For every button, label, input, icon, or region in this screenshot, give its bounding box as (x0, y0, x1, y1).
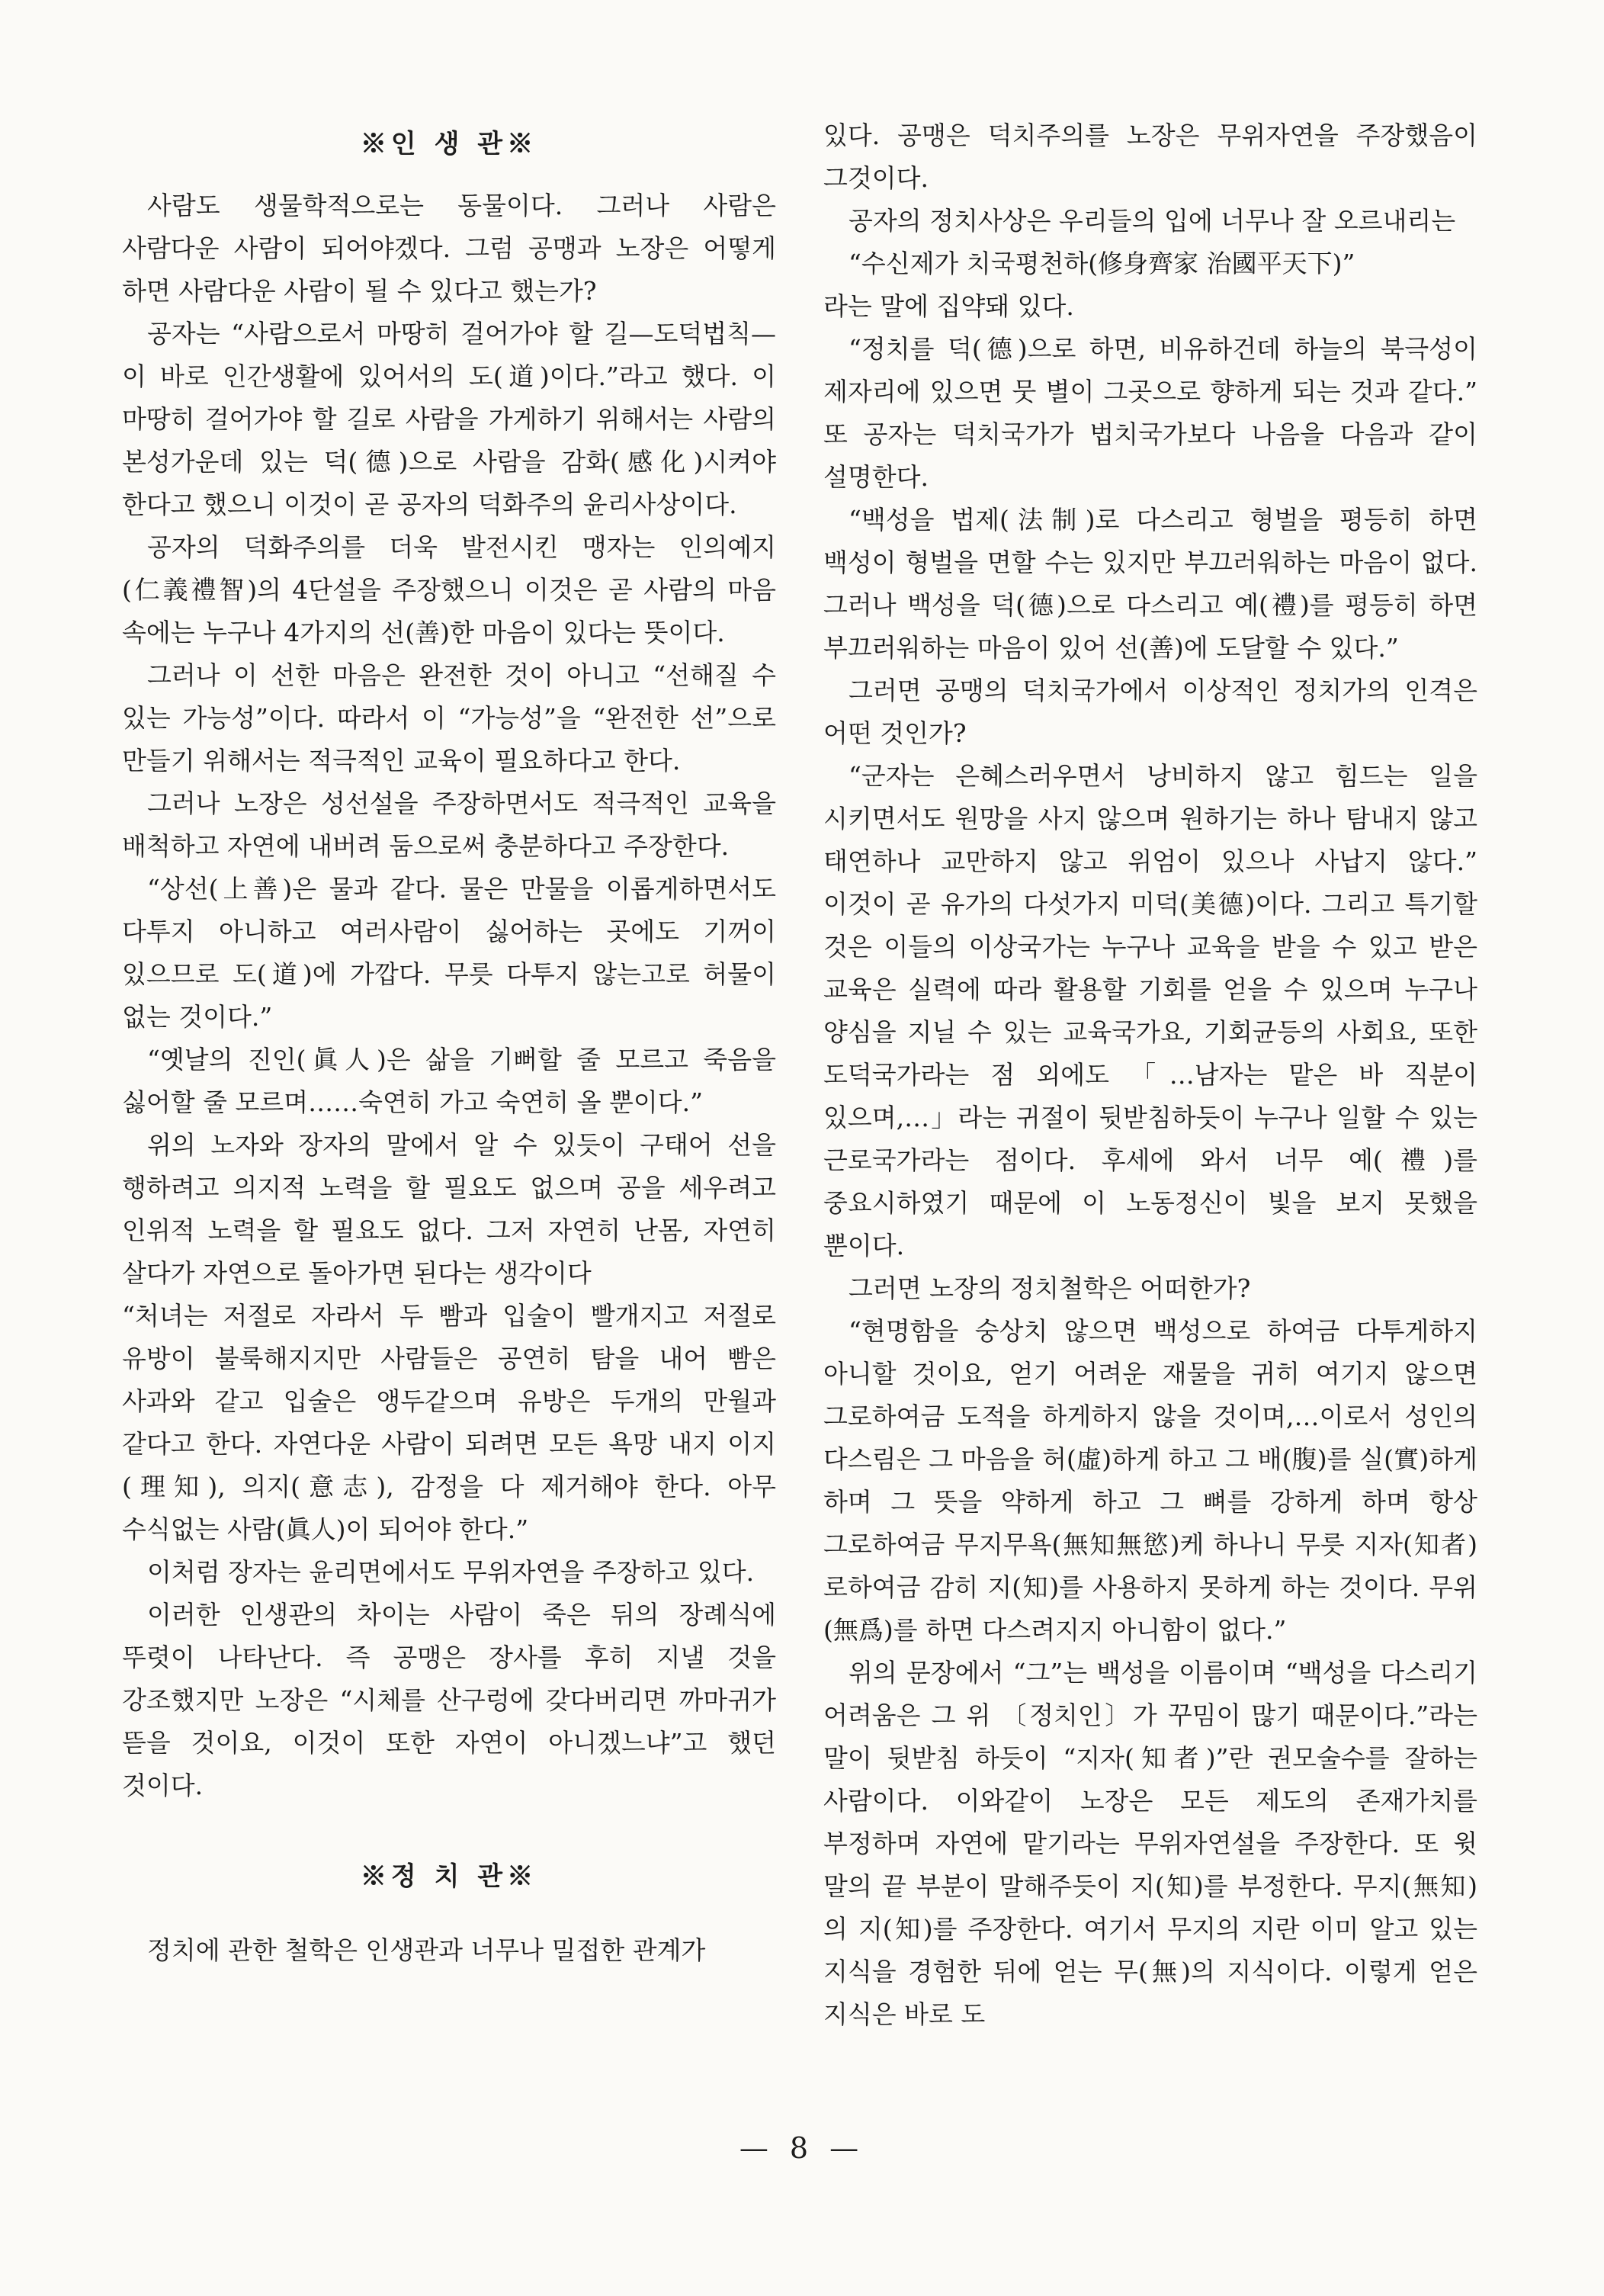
paragraph: 정치에 관한 철학은 인생관과 너무나 밀접한 관계가 (147, 1935, 706, 1965)
paragraph: 그러면 공맹의 덕치국가에서 이상적인 정치가의 인격은 어떤 것인가? (823, 676, 1477, 748)
page-number: — 8 — (739, 2131, 865, 2165)
paragraph: 공자의 정치사상은 우리들의 입에 너무나 잘 오르내리는 (849, 206, 1456, 236)
paragraph: 위의 문장에서 “그”는 백성을 이름이며 “백성을 다스리기 어려움은 그 위 〔정치인〕가 꾸밈이 많기 때문이다.”라는 말이 뒷받침 하듯이 “지자(知者)”란 권모술수를 잘하는 사람이다. 이와같이 노장은 모든 제도의 존재가치를 부정하며 자연에 맡기라는 무위자연설을 주장한다. 또 윗 말의 끝 부분이 말해주듯이 지(知)를 부정한다. 무지(無知)의 지(知)를 주장한다. 여기서 무지의 지란 이미 알고 있는 지식을 경험한 뒤에 얻는 무(無)의 지식이다. 이렇게 얻은 지식은 바로 도 (823, 1658, 1477, 2029)
quote-line: “수신제가 치국평천하(修身齊家 治國平天下)” (849, 249, 1355, 278)
quote-paragraph: “군자는 은혜스러우면서 낭비하지 않고 힘드는 일을 시키면서도 원망을 사지 않으며 원하기는 하나 탐내지 않고 태연하나 교만하지 않고 위엄이 있으나 사납지 않다.” 이것이 곧 유가의 다섯가지 미덕(美德)이다. 그리고 특기할 것은 이들의 이상국가는 누구나 교육을 받을 수 있고 받은 교육은 실력에 따라 활용할 기회를 얻을 수 있으며 누구나 양심을 지닐 수 있는 교육국가요, 기회균등의 사회요, 또한 도덕국가라는 점 외에도 「…남자는 맡은 바 직분이 있으며,…」라는 귀절이 뒷받침하듯이 누구나 일할 수 있는 근로국가라는 점이다. 후세에 와서 너무 예(禮)를 중요시하였기 때문에 이 노동정신이 빛을 보지 못했을 뿐이다. (823, 761, 1477, 1260)
quote-paragraph: “상선(上善)은 물과 같다. 물은 만물을 이롭게하면서도 다투지 아니하고 여러사람이 싫어하는 곳에도 기꺼이 있으므로 도(道)에 가깝다. 무릇 다투지 않는고로 허물이 없는 것이다.” (122, 874, 776, 1032)
quote-paragraph: “백성을 법제(法制)로 다스리고 형벌을 평등히 하면 백성이 형벌을 면할 수는 있지만 부끄러워하는 마음이 없다. 그러나 백성을 덕(德)으로 다스리고 예(禮)를 평등히 하면 부끄러워하는 마음이 있어 선(善)에 도달할 수 있다.” (823, 505, 1477, 663)
paragraph: 라는 말에 집약돼 있다. (823, 291, 1074, 321)
paragraph: 그러나 노장은 성선설을 주장하면서도 적극적인 교육을 배척하고 자연에 내버려 둠으로써 충분하다고 주장한다. (122, 788, 776, 861)
paragraph: 위의 노자와 장자의 말에서 알 수 있듯이 구태어 선을 행하려고 의지적 노력을 할 필요도 없으며 공을 세우려고 인위적 노력을 할 필요도 없다. 그저 자연히 난몸, 자연히 살다가 자연으로 돌아가면 된다는 생각이다 (122, 1130, 776, 1288)
paragraph: 이처럼 장자는 윤리면에서도 무위자연을 주장하고 있다. (147, 1557, 755, 1587)
paragraph: 그러나 이 선한 마음은 완전한 것이 아니고 “선해질 수 있는 가능성”이다. 따라서 이 “가능성”을 “완전한 선”으로 만들기 위해서는 적극적인 교육이 필요하다고 한다. (122, 660, 776, 776)
section-heading-politics-view: ※정 치 관※ (360, 1861, 538, 1892)
paragraph: 있다. 공맹은 덕치주의를 노장은 무위자연을 주장했음이 그것이다. (823, 120, 1477, 193)
right-column (823, 114, 1477, 2036)
paragraph: 그러면 노장의 정치철학은 어떠한가? (849, 1273, 1251, 1303)
section-heading-life-view: ※인 생 관※ (360, 129, 538, 159)
quote-paragraph: “정치를 덕(德)으로 하면, 비유하건데 하늘의 북극성이 제자리에 있으면 뭇 별이 그곳으로 향하게 되는 것과 같다.” 또 공자는 덕치국가가 법치국가보다 나음을 다음과 같이 설명한다. (823, 334, 1477, 492)
paragraph: 공자는 “사람으로서 마땅히 걸어가야 할 길—도덕법칙—이 바로 인간생활에 있어서의 도(道)이다.”라고 했다. 이 마땅히 걸어가야 할 길로 사람을 가게하기 위해서는 사람의 본성가운데 있는 덕(德)으로 사람을 감화(感化)시켜야 한다고 했으니 이것이 곧 공자의 덕화주의 윤리사상이다. (122, 319, 776, 519)
quote-paragraph: “옛날의 진인(眞人)은 삶을 기뻐할 줄 모르고 죽음을 싫어할 줄 모르며……숙연히 가고 숙연히 올 뿐이다.” (122, 1045, 776, 1117)
paragraph: 이러한 인생관의 차이는 사람이 죽은 뒤의 장례식에 뚜렷이 나타난다. 즉 공맹은 장사를 후히 지낼 것을 강조했지만 노장은 “시체를 산구렁에 갖다버리면 까마귀가 뜯을 것이요, 이것이 또한 자연이 아니겠느냐”고 했던 것이다. (122, 1600, 776, 1800)
paragraph: 사람도 생물학적으로는 동물이다. 그러나 사람은 사람다운 사람이 되어야겠다. 그럼 공맹과 노장은 어떻게 하면 사람다운 사람이 될 수 있다고 했는가? (122, 191, 776, 306)
left-column (122, 114, 776, 1972)
quote-paragraph: “현명함을 숭상치 않으면 백성으로 하여금 다투게하지 아니할 것이요, 얻기 어려운 재물을 귀히 여기지 않으면 그로하여금 도적을 하게하지 않을 것이며,…이로서 성인의 다스림은 그 마음을 허(虛)하게 하고 그 배(腹)를 실(實)하게 하며 그 뜻을 약하게 하고 그 뼈를 강하게 하며 항상 그로하여금 무지무욕(無知無慾)케 하나니 무릇 지자(知者)로하여금 감히 지(知)를 사용하지 못하게 하는 것이다. 무위(無爲)를 하면 다스려지지 아니함이 없다.” (823, 1316, 1477, 1645)
quote-paragraph: “처녀는 저절로 자라서 두 빰과 입술이 빨개지고 저절로 유방이 불룩해지지만 사람들은 공연히 탐을 내어 빰은 사과와 같고 입술은 앵두같으며 유방은 두개의 만월과 같다고 한다. 자연다운 사람이 되려면 모든 욕망 내지 이지(理知), 의지(意志), 감정을 다 제거해야 한다. 아무 수식없는 사람(眞人)이 되어야 한다.” (122, 1301, 776, 1544)
paragraph: 공자의 덕화주의를 더욱 발전시킨 맹자는 인의예지(仁義禮智)의 4단설을 주장했으니 이것은 곧 사람의 마음 속에는 누구나 4가지의 선(善)한 마음이 있다는 뜻이다. (122, 532, 776, 647)
